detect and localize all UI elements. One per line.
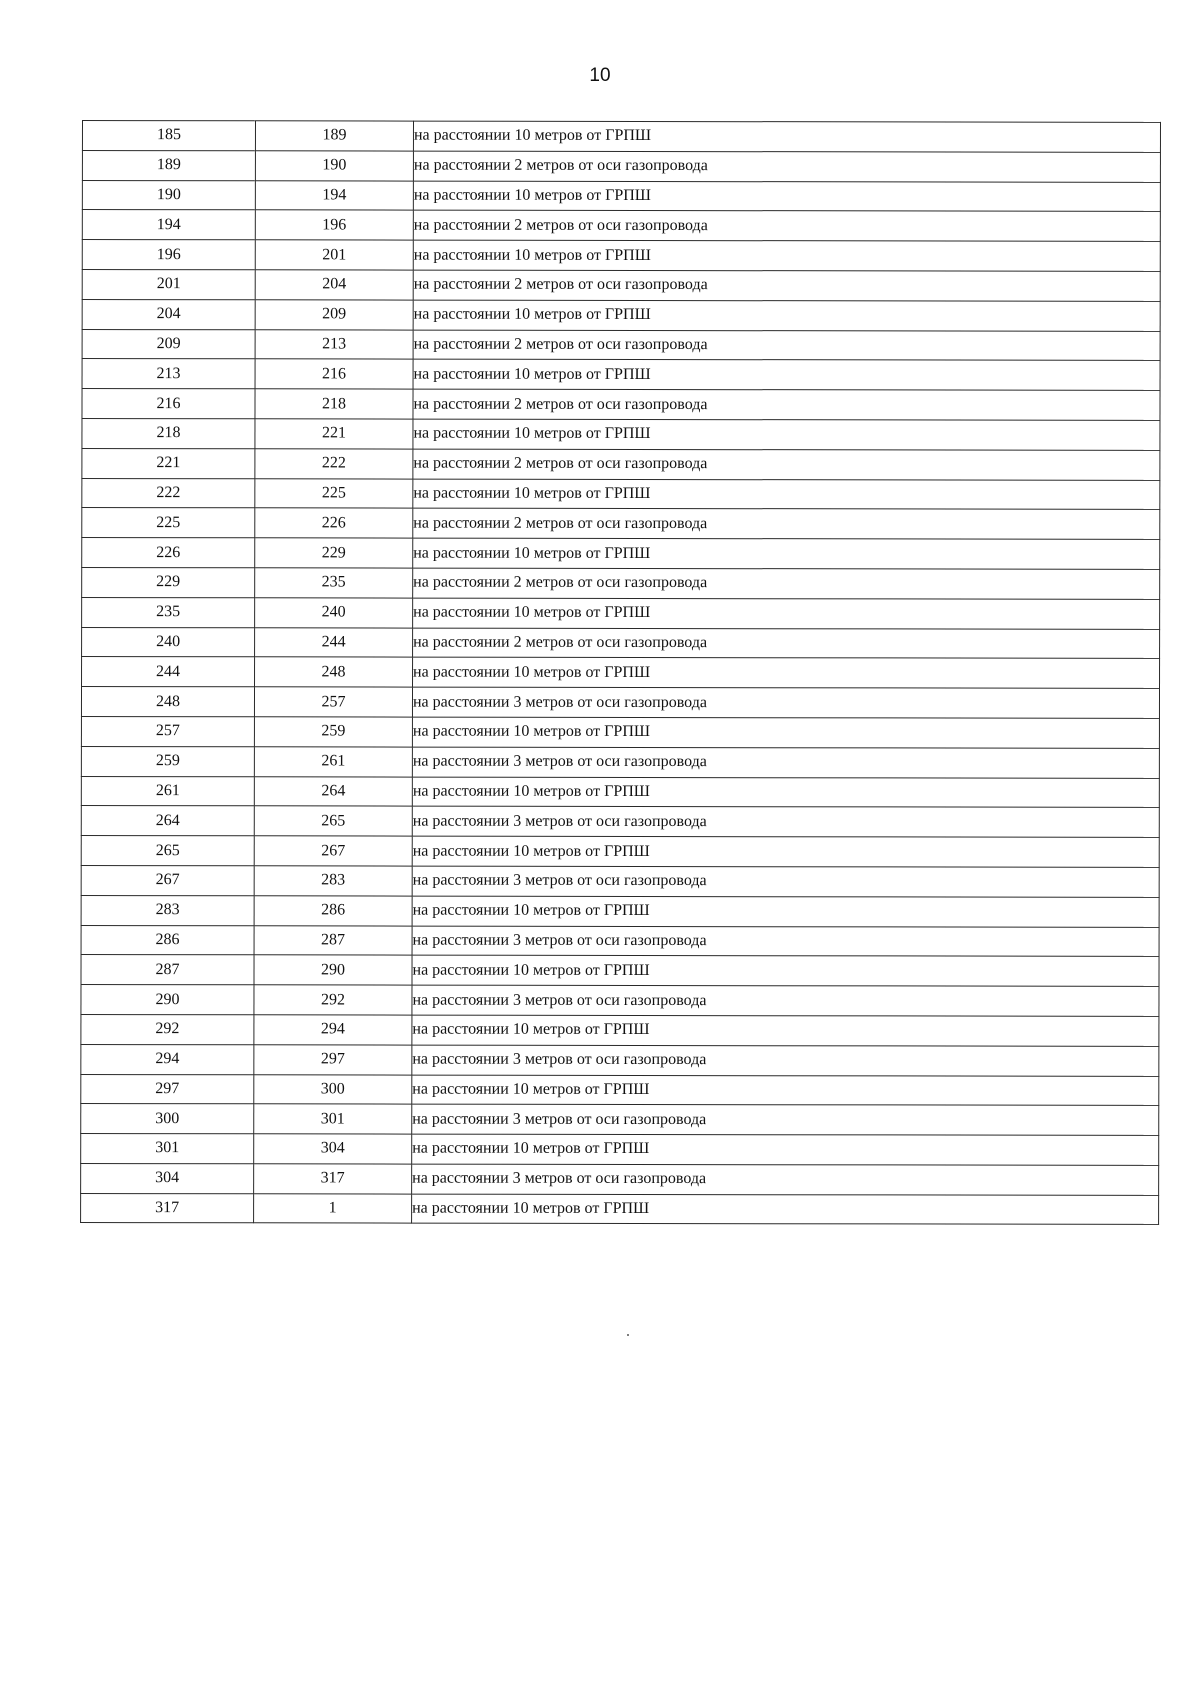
table-row — [81, 687, 1159, 719]
description-cell: на расстоянии 10 метров от ГРПШ — [413, 181, 1160, 212]
table-row — [82, 329, 1160, 361]
point-to-cell: 257 — [254, 687, 412, 717]
table-body — [81, 121, 1161, 1225]
table-row — [82, 418, 1160, 450]
point-from-cell: 287 — [81, 955, 254, 985]
boundary-table-container — [82, 120, 1160, 1223]
point-to-cell: 196 — [255, 210, 413, 240]
point-from-cell: 259 — [81, 746, 254, 776]
table-row — [82, 567, 1160, 599]
description-cell: на расстоянии 10 метров от ГРПШ — [412, 1194, 1159, 1225]
table-row — [82, 627, 1160, 659]
point-to-cell: 213 — [255, 329, 413, 359]
point-from-cell: 244 — [82, 657, 255, 687]
point-from-cell: 209 — [82, 329, 255, 359]
point-from-cell: 265 — [81, 836, 254, 866]
point-to-cell: 235 — [255, 568, 413, 598]
description-cell: на расстоянии 3 метров от оси газопровода — [412, 1104, 1159, 1135]
description-cell: на расстоянии 2 метров от оси газопровода — [413, 389, 1160, 420]
point-from-cell: 257 — [81, 716, 254, 746]
table-row — [81, 865, 1159, 897]
point-to-cell: 209 — [255, 300, 413, 330]
description-cell: на расстоянии 2 метров от оси газопровода — [413, 449, 1160, 480]
point-from-cell: 204 — [82, 299, 255, 329]
point-to-cell: 283 — [254, 866, 412, 896]
point-to-cell: 248 — [255, 657, 413, 687]
description-cell: на расстоянии 10 метров от ГРПШ — [413, 479, 1160, 510]
scan-speck — [627, 1334, 629, 1336]
table-row — [81, 1163, 1159, 1195]
point-to-cell: 287 — [254, 925, 412, 955]
table-row — [81, 1014, 1159, 1046]
description-cell: на расстоянии 10 метров от ГРПШ — [412, 836, 1159, 867]
point-to-cell: 229 — [255, 538, 413, 568]
point-to-cell: 221 — [255, 419, 413, 449]
description-cell: на расстоянии 10 метров от ГРПШ — [412, 896, 1159, 927]
point-from-cell: 221 — [82, 448, 255, 478]
table-row — [81, 1104, 1159, 1136]
table-row — [81, 925, 1159, 957]
point-from-cell: 304 — [81, 1163, 254, 1193]
page-number: 10 — [589, 65, 611, 86]
point-to-cell: 216 — [255, 359, 413, 389]
point-from-cell: 292 — [81, 1014, 254, 1044]
point-from-cell: 317 — [81, 1193, 254, 1223]
point-to-cell: 300 — [254, 1074, 412, 1104]
point-to-cell: 189 — [255, 121, 413, 151]
point-from-cell: 240 — [82, 627, 255, 657]
table-row — [82, 478, 1160, 510]
point-from-cell: 225 — [82, 508, 255, 538]
table-row — [81, 1134, 1159, 1166]
point-to-cell: 194 — [255, 180, 413, 210]
point-from-cell: 235 — [82, 597, 255, 627]
point-from-cell: 286 — [81, 925, 254, 955]
description-cell: на расстоянии 3 метров от оси газопровода — [412, 985, 1159, 1016]
point-to-cell: 190 — [255, 151, 413, 181]
point-to-cell: 226 — [255, 508, 413, 538]
point-from-cell: 297 — [81, 1074, 254, 1104]
point-to-cell: 225 — [255, 478, 413, 508]
table-row — [81, 985, 1159, 1017]
point-from-cell: 300 — [81, 1104, 254, 1134]
point-from-cell: 213 — [82, 359, 255, 389]
point-to-cell: 265 — [254, 806, 412, 836]
point-to-cell: 244 — [255, 627, 413, 657]
point-to-cell: 240 — [255, 598, 413, 628]
point-to-cell: 301 — [254, 1104, 412, 1134]
table-row — [81, 955, 1159, 987]
description-cell: на расстоянии 3 метров от оси газопровода — [412, 1164, 1159, 1195]
description-cell: на расстоянии 10 метров от ГРПШ — [412, 1134, 1159, 1165]
point-from-cell: 226 — [82, 538, 255, 568]
description-cell: на расстоянии 3 метров от оси газопровода — [412, 687, 1159, 718]
table-row — [82, 538, 1160, 570]
table-row — [81, 1193, 1159, 1225]
point-to-cell: 292 — [254, 985, 412, 1015]
description-cell: на расстоянии 10 метров от ГРПШ — [412, 955, 1159, 986]
table-row — [81, 746, 1159, 778]
description-cell: на расстоянии 2 метров от оси газопровода — [413, 508, 1160, 539]
point-to-cell: 294 — [254, 1015, 412, 1045]
description-cell: на расстоянии 10 метров от ГРПШ — [413, 419, 1160, 450]
point-to-cell: 218 — [255, 389, 413, 419]
description-cell: на расстоянии 10 метров от ГРПШ — [413, 538, 1160, 569]
table-row — [82, 210, 1160, 242]
point-to-cell: 201 — [255, 240, 413, 270]
description-cell: на расстоянии 3 метров от оси газопровода — [412, 1045, 1159, 1076]
table-row — [82, 389, 1160, 421]
table-row — [82, 448, 1160, 480]
table-row — [81, 1044, 1159, 1076]
table-row — [81, 806, 1159, 838]
table-row — [82, 180, 1160, 212]
point-to-cell: 261 — [254, 747, 412, 777]
point-to-cell: 297 — [254, 1045, 412, 1075]
boundary-table — [80, 120, 1161, 1225]
table-row — [82, 359, 1160, 391]
point-from-cell: 194 — [82, 210, 255, 240]
description-cell: на расстоянии 10 метров от ГРПШ — [413, 598, 1160, 629]
table-row — [81, 1074, 1159, 1106]
point-to-cell: 264 — [254, 776, 412, 806]
point-to-cell: 222 — [255, 449, 413, 479]
point-to-cell: 317 — [254, 1164, 412, 1194]
point-from-cell: 264 — [81, 806, 254, 836]
table-row — [82, 597, 1160, 629]
table-row — [81, 836, 1159, 868]
description-cell: на расстоянии 10 метров от ГРПШ — [412, 1015, 1159, 1046]
description-cell: на расстоянии 2 метров от оси газопровода — [413, 151, 1160, 182]
description-cell: на расстоянии 3 метров от оси газопровода — [412, 747, 1159, 778]
point-to-cell: 286 — [254, 896, 412, 926]
point-from-cell: 201 — [82, 269, 255, 299]
description-cell: на расстоянии 10 метров от ГРПШ — [413, 359, 1160, 390]
point-from-cell: 248 — [81, 687, 254, 717]
point-to-cell: 259 — [254, 717, 412, 747]
table-row — [82, 657, 1160, 689]
description-cell: на расстоянии 2 метров от оси газопровода — [413, 210, 1160, 241]
description-cell: на расстоянии 10 метров от ГРПШ — [413, 240, 1160, 271]
table-row — [81, 895, 1159, 927]
description-cell: на расстоянии 10 метров от ГРПШ — [413, 300, 1160, 331]
point-from-cell: 229 — [82, 567, 255, 597]
point-from-cell: 283 — [81, 895, 254, 925]
description-cell: на расстоянии 2 метров от оси газопровода — [413, 330, 1160, 361]
table-row — [82, 240, 1160, 272]
point-to-cell: 1 — [254, 1193, 412, 1223]
point-from-cell: 290 — [81, 985, 254, 1015]
point-to-cell: 267 — [254, 836, 412, 866]
point-from-cell: 267 — [81, 865, 254, 895]
description-cell: на расстоянии 10 метров от ГРПШ — [413, 121, 1160, 152]
description-cell: на расстоянии 3 метров от оси газопровода — [412, 806, 1159, 837]
table-row — [81, 716, 1159, 748]
description-cell: на расстоянии 2 метров от оси газопровода — [413, 628, 1160, 659]
description-cell: на расстоянии 10 метров от ГРПШ — [413, 657, 1160, 688]
table-row — [82, 508, 1160, 540]
description-cell: на расстоянии 2 метров от оси газопровода — [413, 270, 1160, 301]
point-from-cell: 196 — [82, 240, 255, 270]
point-from-cell: 261 — [81, 776, 254, 806]
table-row — [82, 269, 1160, 301]
point-from-cell: 218 — [82, 418, 255, 448]
description-cell: на расстоянии 3 метров от оси газопровода — [412, 926, 1159, 957]
point-from-cell: 190 — [82, 180, 255, 210]
point-to-cell: 290 — [254, 955, 412, 985]
description-cell: на расстоянии 10 метров от ГРПШ — [412, 717, 1159, 748]
point-from-cell: 222 — [82, 478, 255, 508]
description-cell: на расстоянии 3 метров от оси газопровода — [412, 866, 1159, 897]
point-from-cell: 189 — [82, 150, 255, 180]
description-cell: на расстоянии 10 метров от ГРПШ — [412, 1075, 1159, 1106]
point-from-cell: 294 — [81, 1044, 254, 1074]
point-from-cell: 185 — [82, 121, 255, 151]
table-row — [81, 776, 1159, 808]
description-cell: на расстоянии 2 метров от оси газопровода — [413, 568, 1160, 599]
table-row — [82, 150, 1160, 182]
point-to-cell: 304 — [254, 1134, 412, 1164]
point-to-cell: 204 — [255, 270, 413, 300]
point-from-cell: 216 — [82, 389, 255, 419]
description-cell: на расстоянии 10 метров от ГРПШ — [412, 777, 1159, 808]
table-row — [82, 299, 1160, 331]
table-row — [82, 121, 1160, 153]
point-from-cell: 301 — [81, 1134, 254, 1164]
